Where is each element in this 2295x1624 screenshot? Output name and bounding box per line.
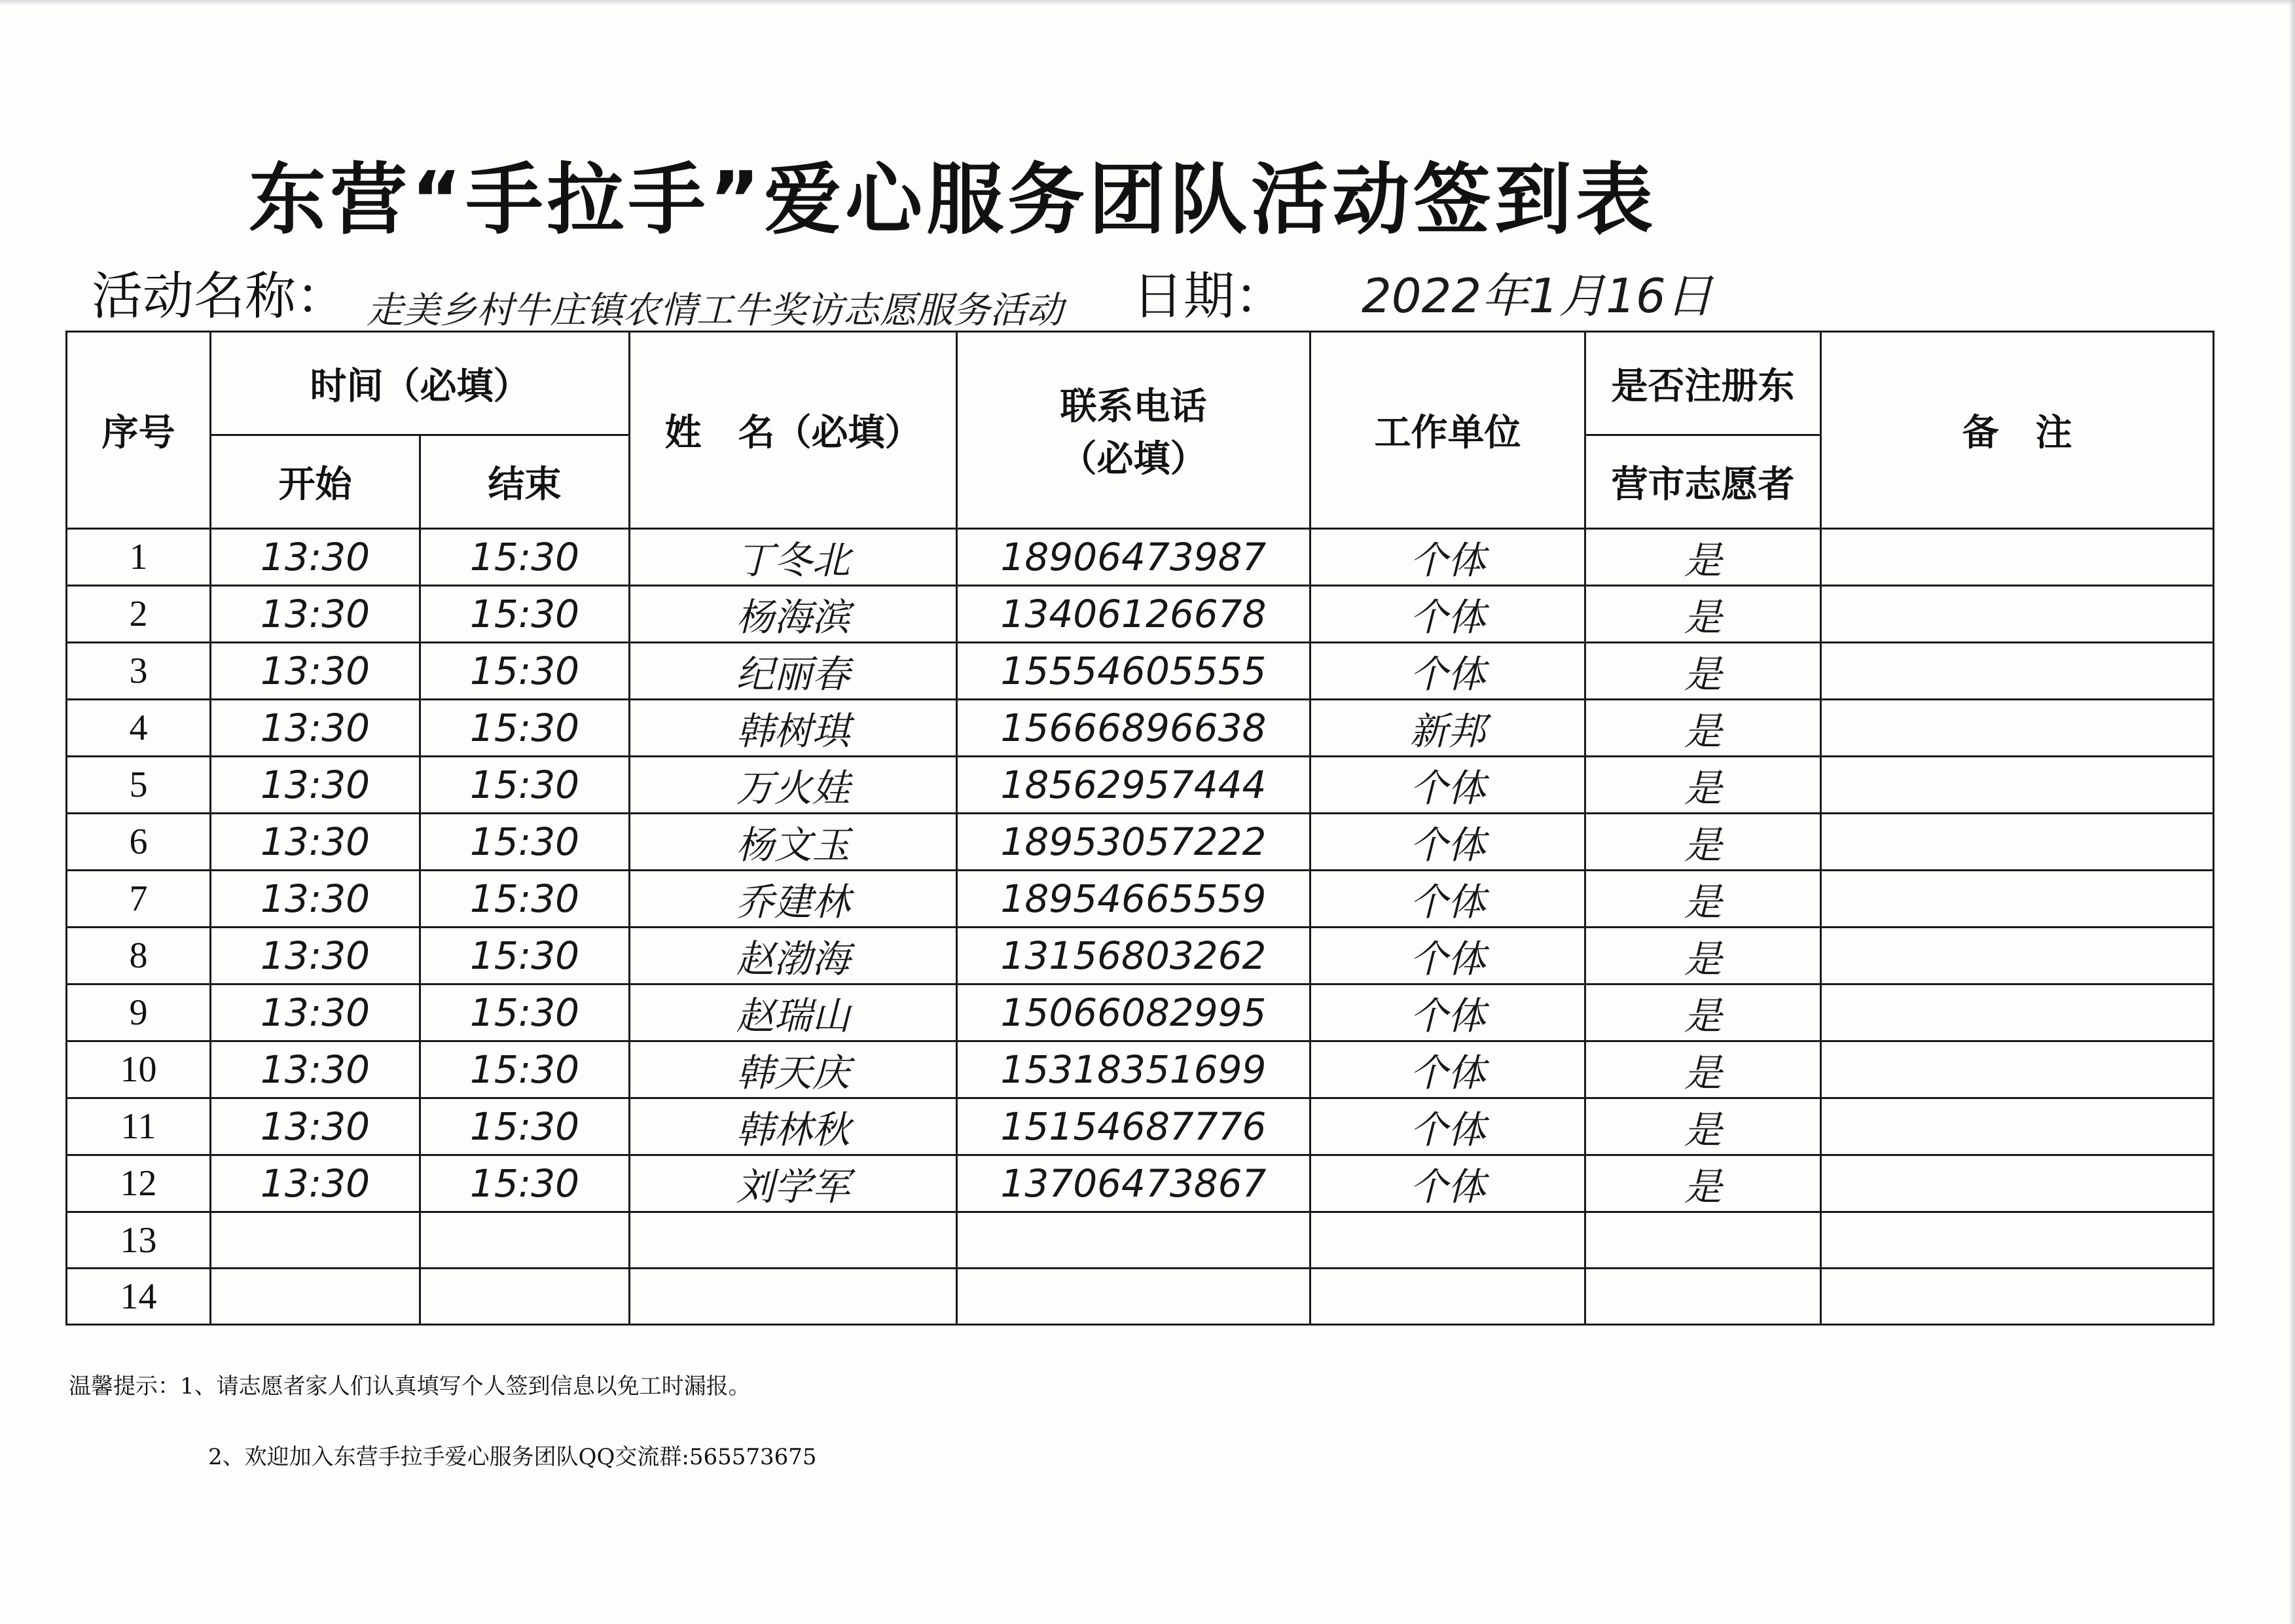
cell-work-unit: 个体 [1310, 643, 1585, 700]
cell-phone: 18562957444 [957, 757, 1310, 814]
cell-phone: 13706473867 [957, 1155, 1310, 1212]
cell-notes [1821, 757, 2214, 814]
table-row [67, 643, 2214, 700]
cell-registered: 是 [1585, 814, 1821, 871]
cell-notes [1821, 814, 2214, 871]
cell-name: 赵渤海 [630, 928, 957, 984]
cell-work-unit: 个体 [1310, 586, 1585, 643]
cell-seq: 5 [67, 757, 211, 814]
cell-work-unit: 个体 [1310, 1098, 1585, 1155]
cell-phone: 15666896638 [957, 700, 1310, 757]
cell-start-time: 13:30 [211, 757, 420, 814]
cell-notes [1821, 984, 2214, 1041]
table-row [67, 586, 2214, 643]
cell-end-time: 15:30 [420, 928, 630, 984]
cell-end-time: 15:30 [420, 1155, 630, 1212]
cell-work-unit: 个体 [1310, 757, 1585, 814]
cell-start-time: 13:30 [211, 814, 420, 871]
cell-notes [1821, 1155, 2214, 1212]
table-row [67, 1098, 2214, 1155]
cell-name: 纪丽春 [630, 643, 957, 700]
cell-start-time [211, 1269, 420, 1325]
cell-phone: 15318351699 [957, 1041, 1310, 1098]
scan-shadow-top [0, 0, 2295, 5]
cell-registered: 是 [1585, 1098, 1821, 1155]
cell-phone [957, 1269, 1310, 1325]
cell-start-time: 13:30 [211, 984, 420, 1041]
cell-registered: 是 [1585, 757, 1821, 814]
cell-end-time: 15:30 [420, 1041, 630, 1098]
header-registered-line1: 是否注册东 [1585, 332, 1821, 435]
cell-registered: 是 [1585, 871, 1821, 928]
cell-phone: 18953057222 [957, 814, 1310, 871]
cell-seq: 3 [67, 643, 211, 700]
cell-work-unit: 个体 [1310, 529, 1585, 586]
table-row [67, 814, 2214, 871]
date-value: 2022年1月16日 [1362, 268, 1713, 323]
cell-work-unit [1310, 1269, 1585, 1325]
cell-end-time: 15:30 [420, 586, 630, 643]
cell-notes [1821, 928, 2214, 984]
cell-work-unit: 个体 [1310, 1155, 1585, 1212]
cell-end-time: 15:30 [420, 871, 630, 928]
cell-seq: 1 [67, 529, 211, 586]
table-row [67, 1212, 2214, 1269]
table-row [67, 984, 2214, 1041]
cell-name: 杨海滨 [630, 586, 957, 643]
header-time: 时间（必填） [211, 332, 630, 435]
cell-start-time: 13:30 [211, 871, 420, 928]
cell-phone: 15154687776 [957, 1098, 1310, 1155]
cell-registered: 是 [1585, 586, 1821, 643]
cell-work-unit: 新邦 [1310, 700, 1585, 757]
cell-start-time: 13:30 [211, 529, 420, 586]
cell-start-time: 13:30 [211, 1098, 420, 1155]
cell-seq: 9 [67, 984, 211, 1041]
cell-seq: 6 [67, 814, 211, 871]
cell-seq: 10 [67, 1041, 211, 1098]
cell-name: 乔建林 [630, 871, 957, 928]
cell-notes [1821, 586, 2214, 643]
activity-info-row [92, 255, 2121, 332]
cell-registered: 是 [1585, 529, 1821, 586]
cell-registered: 是 [1585, 984, 1821, 1041]
cell-notes [1821, 1098, 2214, 1155]
table-row [67, 928, 2214, 984]
cell-start-time [211, 1212, 420, 1269]
cell-notes [1821, 1212, 2214, 1269]
cell-end-time: 15:30 [420, 984, 630, 1041]
header-phone-line1: 联系电话 [1060, 386, 1207, 428]
date-label: 日期： [1132, 267, 1286, 326]
cell-end-time: 15:30 [420, 1098, 630, 1155]
cell-start-time: 13:30 [211, 1155, 420, 1212]
cell-phone: 13156803262 [957, 928, 1310, 984]
cell-end-time: 15:30 [420, 643, 630, 700]
cell-registered [1585, 1269, 1821, 1325]
cell-registered: 是 [1585, 1155, 1821, 1212]
cell-seq: 13 [67, 1212, 211, 1269]
tip-line-2: 2、欢迎加入东营手拉手爱心服务团队QQ交流群:565573675 [208, 1444, 817, 1470]
sign-in-table [65, 331, 2214, 1326]
cell-seq: 4 [67, 700, 211, 757]
cell-registered: 是 [1585, 1041, 1821, 1098]
cell-phone: 15066082995 [957, 984, 1310, 1041]
cell-phone: 18906473987 [957, 529, 1310, 586]
cell-end-time: 15:30 [420, 529, 630, 586]
header-work-unit: 工作单位 [1310, 332, 1585, 529]
cell-name: 韩树琪 [630, 700, 957, 757]
cell-phone: 15554605555 [957, 643, 1310, 700]
cell-seq: 11 [67, 1098, 211, 1155]
cell-notes [1821, 1269, 2214, 1325]
table-row [67, 1155, 2214, 1212]
cell-name: 万火娃 [630, 757, 957, 814]
header-seq: 序号 [67, 332, 211, 529]
cell-name: 韩林秋 [630, 1098, 957, 1155]
cell-notes [1821, 700, 2214, 757]
cell-end-time [420, 1269, 630, 1325]
cell-work-unit: 个体 [1310, 1041, 1585, 1098]
cell-name: 刘学军 [630, 1155, 957, 1212]
table-row [67, 1269, 2214, 1325]
cell-seq: 14 [67, 1269, 211, 1325]
cell-notes [1821, 871, 2214, 928]
cell-end-time: 15:30 [420, 757, 630, 814]
header-end: 结束 [420, 435, 630, 529]
cell-end-time: 15:30 [420, 814, 630, 871]
cell-registered: 是 [1585, 928, 1821, 984]
table-row [67, 871, 2214, 928]
cell-registered: 是 [1585, 643, 1821, 700]
cell-work-unit: 个体 [1310, 928, 1585, 984]
table-row [67, 529, 2214, 586]
cell-work-unit: 个体 [1310, 984, 1585, 1041]
header-notes: 备 注 [1821, 332, 2214, 529]
activity-name-label: 活动名称： [92, 267, 348, 326]
cell-start-time: 13:30 [211, 586, 420, 643]
cell-notes [1821, 643, 2214, 700]
header-name: 姓 名（必填） [630, 332, 957, 529]
cell-notes [1821, 529, 2214, 586]
table-row [67, 700, 2214, 757]
table-row [67, 1041, 2214, 1098]
cell-name: 韩天庆 [630, 1041, 957, 1098]
cell-name [630, 1269, 957, 1325]
scan-shadow-right [2288, 0, 2295, 1624]
activity-name-value: 走美乡村牛庄镇农情工牛奖访志愿服务活动 [367, 289, 1063, 332]
cell-registered: 是 [1585, 700, 1821, 757]
cell-start-time: 13:30 [211, 643, 420, 700]
cell-work-unit: 个体 [1310, 814, 1585, 871]
cell-work-unit [1310, 1212, 1585, 1269]
table-body [67, 529, 2214, 1325]
cell-end-time [420, 1212, 630, 1269]
cell-seq: 12 [67, 1155, 211, 1212]
cell-phone: 13406126678 [957, 586, 1310, 643]
cell-phone: 18954665559 [957, 871, 1310, 928]
cell-seq: 2 [67, 586, 211, 643]
cell-start-time: 13:30 [211, 1041, 420, 1098]
table-row [67, 757, 2214, 814]
cell-name: 丁冬北 [630, 529, 957, 586]
cell-end-time: 15:30 [420, 700, 630, 757]
cell-start-time: 13:30 [211, 700, 420, 757]
cell-phone [957, 1212, 1310, 1269]
cell-registered [1585, 1212, 1821, 1269]
header-phone [957, 332, 1310, 529]
cell-notes [1821, 1041, 2214, 1098]
cell-seq: 8 [67, 928, 211, 984]
cell-work-unit: 个体 [1310, 871, 1585, 928]
header-registered-line2: 营市志愿者 [1585, 435, 1821, 529]
cell-name [630, 1212, 957, 1269]
cell-name: 赵瑞山 [630, 984, 957, 1041]
cell-name: 杨文玉 [630, 814, 957, 871]
tip-line-1: 温馨提示：1、请志愿者家人们认真填写个人签到信息以免工时漏报。 [69, 1373, 751, 1399]
cell-start-time: 13:30 [211, 928, 420, 984]
header-start: 开始 [211, 435, 420, 529]
sheet-title: 东营“手拉手”爱心服务团队活动签到表 [249, 154, 1657, 245]
header-phone-line2: （必填） [1060, 438, 1207, 480]
cell-seq: 7 [67, 871, 211, 928]
